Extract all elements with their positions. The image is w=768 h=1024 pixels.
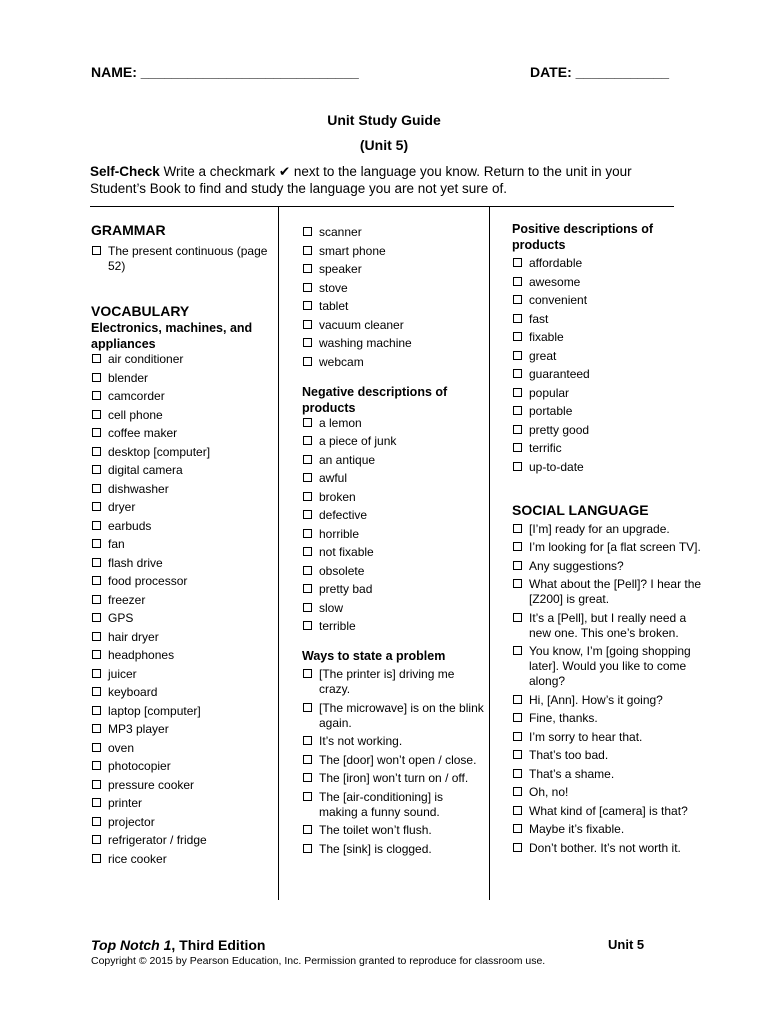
checkbox-icon[interactable] xyxy=(303,264,312,273)
electronics-item-list xyxy=(91,352,271,867)
checkbox-icon[interactable] xyxy=(513,750,522,759)
electronics-item xyxy=(302,336,484,351)
negative-description-item xyxy=(302,453,484,468)
electronics-item-label: speaker xyxy=(319,262,362,276)
column-3 xyxy=(512,221,702,859)
negative-description-item xyxy=(302,619,484,634)
checkbox-icon[interactable] xyxy=(303,338,312,347)
electronics-item xyxy=(91,500,271,515)
social-language-item xyxy=(512,767,702,782)
checkbox-icon[interactable] xyxy=(92,521,101,530)
social-language-item-label: Oh, no! xyxy=(529,785,569,799)
negative-description-item xyxy=(302,508,484,523)
checkbox-icon[interactable] xyxy=(303,227,312,236)
problem-statement-item xyxy=(302,753,484,768)
electronics-item xyxy=(91,759,271,774)
checkbox-icon[interactable] xyxy=(513,806,522,815)
electronics-item xyxy=(91,593,271,608)
electronics-item-label: flash drive xyxy=(108,555,163,570)
checkbox-icon[interactable] xyxy=(92,650,101,659)
checkbox-icon[interactable] xyxy=(303,603,312,612)
self-check-label: Self-Check xyxy=(90,164,160,179)
negative-description-item xyxy=(302,471,484,486)
negative-description-item xyxy=(302,601,484,616)
electronics-item-label: dryer xyxy=(108,500,136,514)
negative-descriptions-heading: Negative descriptions of products xyxy=(302,384,448,415)
checkbox-icon[interactable] xyxy=(92,743,101,752)
positive-description-item-label: guaranteed xyxy=(529,367,590,381)
positive-description-item-label: convenient xyxy=(529,293,588,307)
electronics-item xyxy=(302,355,484,370)
checkbox-icon[interactable] xyxy=(303,736,312,745)
negative-description-item-label: an antique xyxy=(319,452,376,467)
negative-description-item xyxy=(302,564,484,579)
problem-statement-item xyxy=(302,842,484,857)
positive-description-item-label: popular xyxy=(529,385,570,400)
positive-description-item-label: pretty good xyxy=(529,422,590,437)
checkbox-icon[interactable] xyxy=(513,769,522,778)
checkbox-icon[interactable] xyxy=(513,732,522,741)
problem-statement-item-label: It’s not working. xyxy=(319,734,403,748)
social-language-item xyxy=(512,711,702,726)
checkbox-icon[interactable] xyxy=(303,547,312,556)
electronics-item xyxy=(302,281,484,296)
date-field: DATE: ____________ xyxy=(530,64,670,80)
checkbox-icon[interactable] xyxy=(92,669,101,678)
problem-statement-item-label: The [door] won’t open / close. xyxy=(319,752,477,767)
electronics-item-label: MP3 player xyxy=(108,722,169,736)
checkbox-icon[interactable] xyxy=(303,418,312,427)
electronics-item xyxy=(91,463,271,478)
checkbox-icon[interactable] xyxy=(303,773,312,782)
negative-description-item-label: awful xyxy=(319,471,348,485)
electronics-item xyxy=(91,371,271,386)
checkbox-icon[interactable] xyxy=(92,613,101,622)
electronics-item xyxy=(91,667,271,682)
positive-description-item-list xyxy=(512,256,702,475)
electronics-item xyxy=(302,318,484,333)
negative-description-item xyxy=(302,490,484,505)
electronics-item-label: air conditioner xyxy=(108,352,184,366)
negative-description-item-label: broken xyxy=(319,489,356,504)
checkbox-icon[interactable] xyxy=(303,703,312,712)
electronics-item-label: earbuds xyxy=(108,518,152,533)
negative-description-item-label: horrible xyxy=(319,526,360,541)
checkbox-icon[interactable] xyxy=(92,595,101,604)
checkbox-icon[interactable] xyxy=(513,695,522,704)
electronics-item-label: projector xyxy=(108,814,155,829)
page-subtitle: (Unit 5) xyxy=(359,137,409,153)
social-language-item xyxy=(512,611,702,641)
checkbox-icon[interactable] xyxy=(513,277,522,286)
negative-description-item-label: defective xyxy=(319,508,368,522)
problem-statement-item xyxy=(302,734,484,749)
checkbox-icon[interactable] xyxy=(303,844,312,853)
social-language-item-label: Don’t bother. It’s not worth it. xyxy=(529,840,681,855)
checkbox-icon[interactable] xyxy=(92,428,101,437)
problem-statement-item xyxy=(302,771,484,786)
problem-statement-item xyxy=(302,701,484,731)
electronics-item-label: juicer xyxy=(108,666,137,681)
checkbox-icon[interactable] xyxy=(513,258,522,267)
positive-description-item-label: portable xyxy=(529,404,573,418)
social-language-item xyxy=(512,730,702,745)
checkbox-icon[interactable] xyxy=(513,579,522,588)
electronics-item-label: freezer xyxy=(108,592,146,607)
social-language-item-label: That’s too bad. xyxy=(529,748,609,762)
electronics-item xyxy=(91,426,271,441)
positive-description-item xyxy=(512,330,702,345)
electronics-item-label: headphones xyxy=(108,648,175,662)
column-divider xyxy=(489,207,490,900)
social-language-item-label: I’m sorry to hear that. xyxy=(529,729,643,744)
checkbox-icon[interactable] xyxy=(513,406,522,415)
positive-description-item-label: terrific xyxy=(529,441,562,455)
electronics-item-label: GPS xyxy=(108,611,134,625)
electronics-item xyxy=(302,225,484,240)
electronics-item-label: scanner xyxy=(319,225,362,239)
positive-description-item xyxy=(512,404,702,419)
checkbox-icon[interactable] xyxy=(92,410,101,419)
checkbox-icon[interactable] xyxy=(92,558,101,567)
positive-description-item xyxy=(512,275,702,290)
social-language-item-list xyxy=(512,522,702,856)
checkbox-icon[interactable] xyxy=(303,621,312,630)
electronics-item xyxy=(91,482,271,497)
grammar-item-label: The present continuous (page 52) xyxy=(108,244,268,273)
electronics-item xyxy=(91,722,271,737)
electronics-heading: Electronics, machines, and appliances xyxy=(91,321,253,351)
checkbox-icon[interactable] xyxy=(303,357,312,366)
checkbox-icon[interactable] xyxy=(303,755,312,764)
book-edition: , Third Edition xyxy=(171,937,266,953)
checkbox-icon[interactable] xyxy=(513,388,522,397)
electronics-item-label: washing machine xyxy=(319,336,412,350)
electronics-item-label: pressure cooker xyxy=(108,777,195,792)
social-language-item-label: What about the [Pell]? I hear the [Z200] is great. xyxy=(529,577,702,606)
electronics-item-label: dishwasher xyxy=(108,481,169,496)
electronics-item xyxy=(91,685,271,700)
problem-statement-item-list xyxy=(302,667,484,857)
checkbox-icon[interactable] xyxy=(513,561,522,570)
positive-description-item xyxy=(512,349,702,364)
self-check-instructions xyxy=(90,163,690,197)
book-title xyxy=(91,937,265,953)
checkbox-icon[interactable] xyxy=(92,835,101,844)
column-2 xyxy=(302,225,484,860)
checkbox-icon[interactable] xyxy=(92,484,101,493)
checkbox-icon[interactable] xyxy=(513,524,522,533)
checkbox-icon[interactable] xyxy=(92,576,101,585)
electronics-item xyxy=(91,741,271,756)
positive-description-item xyxy=(512,423,702,438)
checkbox-icon[interactable] xyxy=(92,502,101,511)
positive-description-item xyxy=(512,256,702,271)
social-language-item xyxy=(512,804,702,819)
positive-description-item-label: affordable xyxy=(529,256,583,270)
negative-description-item-label: slow xyxy=(319,600,344,615)
positive-description-item xyxy=(512,312,702,327)
electronics-item-label: cell phone xyxy=(108,407,163,422)
electronics-item xyxy=(91,352,271,367)
grammar-item-list xyxy=(91,244,271,274)
checkbox-icon[interactable] xyxy=(92,706,101,715)
social-language-item-label: Hi, [Ann]. How’s it going? xyxy=(529,692,663,707)
checkbox-icon[interactable] xyxy=(303,825,312,834)
electronics-item xyxy=(91,778,271,793)
social-language-item-label: Any suggestions? xyxy=(529,558,624,573)
checkbox-icon[interactable] xyxy=(513,462,522,471)
checkbox-icon[interactable] xyxy=(92,687,101,696)
positive-description-item xyxy=(512,460,702,475)
checkbox-icon[interactable] xyxy=(92,539,101,548)
checkbox-icon[interactable] xyxy=(513,713,522,722)
electronics-item-label: printer xyxy=(108,796,143,810)
electronics-item-label: webcam xyxy=(319,354,364,369)
negative-description-item-list xyxy=(302,416,484,635)
electronics-item xyxy=(91,408,271,423)
page-title: Unit Study Guide xyxy=(327,112,441,128)
problem-statement-item xyxy=(302,790,484,820)
social-language-item-label: You know, I’m [going shopping later]. Would you like to come along? xyxy=(529,644,691,688)
problem-statement-item-label: The [sink] is clogged. xyxy=(319,841,432,856)
checkbox-icon[interactable] xyxy=(303,320,312,329)
social-language-item xyxy=(512,748,702,763)
positive-description-item-label: fixable xyxy=(529,330,564,344)
electronics-item-label: photocopier xyxy=(108,759,171,773)
electronics-item-label: stove xyxy=(319,280,348,295)
electronics-item xyxy=(91,537,271,552)
book-name: Top Notch 1 xyxy=(91,937,172,953)
negative-description-item xyxy=(302,545,484,560)
checkbox-icon[interactable] xyxy=(92,447,101,456)
electronics-item xyxy=(302,299,484,314)
checkbox-icon[interactable] xyxy=(513,369,522,378)
electronics-item-list xyxy=(302,225,484,370)
checkbox-icon[interactable] xyxy=(303,584,312,593)
negative-description-item-label: terrible xyxy=(319,619,356,633)
name-field: NAME: ____________________________ xyxy=(91,64,359,80)
checkbox-icon[interactable] xyxy=(303,283,312,292)
checkbox-icon[interactable] xyxy=(92,761,101,770)
electronics-item xyxy=(91,519,271,534)
electronics-item xyxy=(91,611,271,626)
electronics-item-label: refrigerator / fridge xyxy=(108,833,207,847)
social-language-item-label: [I’m] ready for an upgrade. xyxy=(529,521,670,536)
positive-description-item-label: great xyxy=(529,348,557,363)
problem-statement-item-label: The [air-conditioning] is making a funny sound. xyxy=(319,789,444,819)
checkbox-icon[interactable] xyxy=(303,566,312,575)
checkbox-icon[interactable] xyxy=(92,724,101,733)
social-language-item xyxy=(512,577,702,607)
checkbox-icon[interactable] xyxy=(303,436,312,445)
grammar-item xyxy=(91,244,271,274)
checkbox-icon[interactable] xyxy=(513,314,522,323)
checkbox-icon[interactable] xyxy=(303,455,312,464)
social-language-item xyxy=(512,559,702,574)
checkbox-icon[interactable] xyxy=(513,542,522,551)
checkbox-icon[interactable] xyxy=(92,373,101,382)
social-language-item-label: What kind of [camera] is that? xyxy=(529,803,688,818)
negative-description-item-label: a piece of junk xyxy=(319,434,397,448)
problem-statement-item xyxy=(302,667,484,697)
electronics-item-label: tablet xyxy=(319,299,349,313)
copyright-notice: Copyright © 2015 by Pearson Education, Inc. Permission granted to reproduce for classroom use. xyxy=(91,955,546,967)
negative-description-item-label: not fixable xyxy=(319,545,374,559)
electronics-item xyxy=(91,445,271,460)
problem-statement-item-label: [The microwave] is on the blink again. xyxy=(319,700,484,730)
column-1 xyxy=(91,221,271,870)
electronics-item-label: blender xyxy=(108,370,149,385)
checkbox-icon[interactable] xyxy=(513,332,522,341)
social-language-item xyxy=(512,841,702,856)
grammar-heading: GRAMMAR xyxy=(91,222,166,238)
checkbox-icon[interactable] xyxy=(92,465,101,474)
problem-statement-item-label: The toilet won’t flush. xyxy=(319,823,432,837)
ways-to-state-problem-heading: Ways to state a problem xyxy=(302,649,446,663)
electronics-item xyxy=(302,244,484,259)
checkbox-icon[interactable] xyxy=(303,301,312,310)
electronics-item-label: digital camera xyxy=(108,463,183,477)
column-divider xyxy=(278,207,279,900)
checkbox-icon[interactable] xyxy=(92,354,101,363)
negative-description-item xyxy=(302,434,484,449)
electronics-item-label: fan xyxy=(108,537,125,551)
positive-description-item xyxy=(512,293,702,308)
social-language-heading: SOCIAL LANGUAGE xyxy=(512,501,649,518)
positive-description-item-label: up-to-date xyxy=(529,459,584,474)
social-language-item-label: It’s a [Pell], but I really need a new one. This one’s broken. xyxy=(529,610,687,640)
footer-unit: Unit 5 xyxy=(608,937,645,952)
negative-description-item xyxy=(302,527,484,542)
checkbox-icon[interactable] xyxy=(513,824,522,833)
electronics-item xyxy=(91,833,271,848)
positive-description-item xyxy=(512,367,702,382)
problem-statement-item-label: The [iron] won’t turn on / off. xyxy=(319,771,469,785)
electronics-item xyxy=(91,648,271,663)
electronics-item xyxy=(91,852,271,867)
positive-description-item xyxy=(512,441,702,456)
electronics-item-label: vacuum cleaner xyxy=(319,317,404,332)
checkbox-icon[interactable] xyxy=(303,510,312,519)
checkbox-icon[interactable] xyxy=(303,473,312,482)
checkbox-icon[interactable] xyxy=(92,780,101,789)
checkbox-icon[interactable] xyxy=(513,425,522,434)
social-language-item-label: Maybe it’s fixable. xyxy=(529,822,625,836)
social-language-item xyxy=(512,693,702,708)
electronics-item xyxy=(91,389,271,404)
electronics-item xyxy=(91,556,271,571)
electronics-item-label: food processor xyxy=(108,574,188,588)
vocabulary-heading: VOCABULARY xyxy=(91,303,190,319)
social-language-item xyxy=(512,644,702,689)
checkbox-icon[interactable] xyxy=(92,798,101,807)
checkbox-icon[interactable] xyxy=(303,792,312,801)
checkbox-icon[interactable] xyxy=(303,669,312,678)
checkbox-icon[interactable] xyxy=(513,295,522,304)
social-language-item-label: That’s a shame. xyxy=(529,766,615,781)
electronics-item-label: laptop [computer] xyxy=(108,703,201,718)
positive-description-item xyxy=(512,386,702,401)
checkbox-icon[interactable] xyxy=(513,613,522,622)
checkbox-icon[interactable] xyxy=(303,492,312,501)
positive-descriptions-heading: Positive descriptions of products xyxy=(512,222,654,252)
electronics-item-label: desktop [computer] xyxy=(108,444,211,459)
electronics-item xyxy=(91,815,271,830)
social-language-item xyxy=(512,785,702,800)
self-check-text: Write a checkmark ✔ next to the language you know. Return to the unit in your Student’s Book to find and study the language you are not yet sure of. xyxy=(90,164,632,196)
social-language-item-label: I’m looking for [a flat screen TV]. xyxy=(529,540,701,554)
electronics-item-label: hair dryer xyxy=(108,629,159,644)
checkbox-icon[interactable] xyxy=(303,529,312,538)
social-language-item xyxy=(512,540,702,555)
checkbox-icon[interactable] xyxy=(513,646,522,655)
positive-description-item-label: fast xyxy=(529,311,549,326)
checkbox-icon[interactable] xyxy=(92,246,101,255)
electronics-item xyxy=(91,704,271,719)
checkbox-icon[interactable] xyxy=(513,843,522,852)
positive-description-item-label: awesome xyxy=(529,274,581,289)
electronics-item-label: oven xyxy=(108,740,135,755)
negative-description-item xyxy=(302,582,484,597)
checkbox-icon[interactable] xyxy=(92,817,101,826)
checkbox-icon[interactable] xyxy=(513,351,522,360)
social-language-item xyxy=(512,822,702,837)
checkbox-icon[interactable] xyxy=(92,391,101,400)
social-language-item xyxy=(512,522,702,537)
divider xyxy=(90,206,674,207)
electronics-item-label: keyboard xyxy=(108,685,158,699)
electronics-item xyxy=(91,796,271,811)
negative-description-item-label: a lemon xyxy=(319,415,362,430)
checkbox-icon[interactable] xyxy=(513,787,522,796)
electronics-item-label: camcorder xyxy=(108,389,165,403)
checkbox-icon[interactable] xyxy=(92,632,101,641)
checkbox-icon[interactable] xyxy=(513,443,522,452)
checkbox-icon[interactable] xyxy=(303,246,312,255)
problem-statement-item xyxy=(302,823,484,838)
electronics-item-label: smart phone xyxy=(319,243,386,258)
electronics-item xyxy=(91,630,271,645)
social-language-item-label: Fine, thanks. xyxy=(529,711,598,725)
negative-description-item xyxy=(302,416,484,431)
negative-description-item-label: pretty bad xyxy=(319,582,373,596)
electronics-item xyxy=(91,574,271,589)
electronics-item xyxy=(302,262,484,277)
negative-description-item-label: obsolete xyxy=(319,563,365,578)
problem-statement-item-label: [The printer is] driving me crazy. xyxy=(319,667,455,696)
electronics-item-label: coffee maker xyxy=(108,426,178,440)
checkbox-icon[interactable] xyxy=(92,854,101,863)
electronics-item-label: rice cooker xyxy=(108,851,167,866)
